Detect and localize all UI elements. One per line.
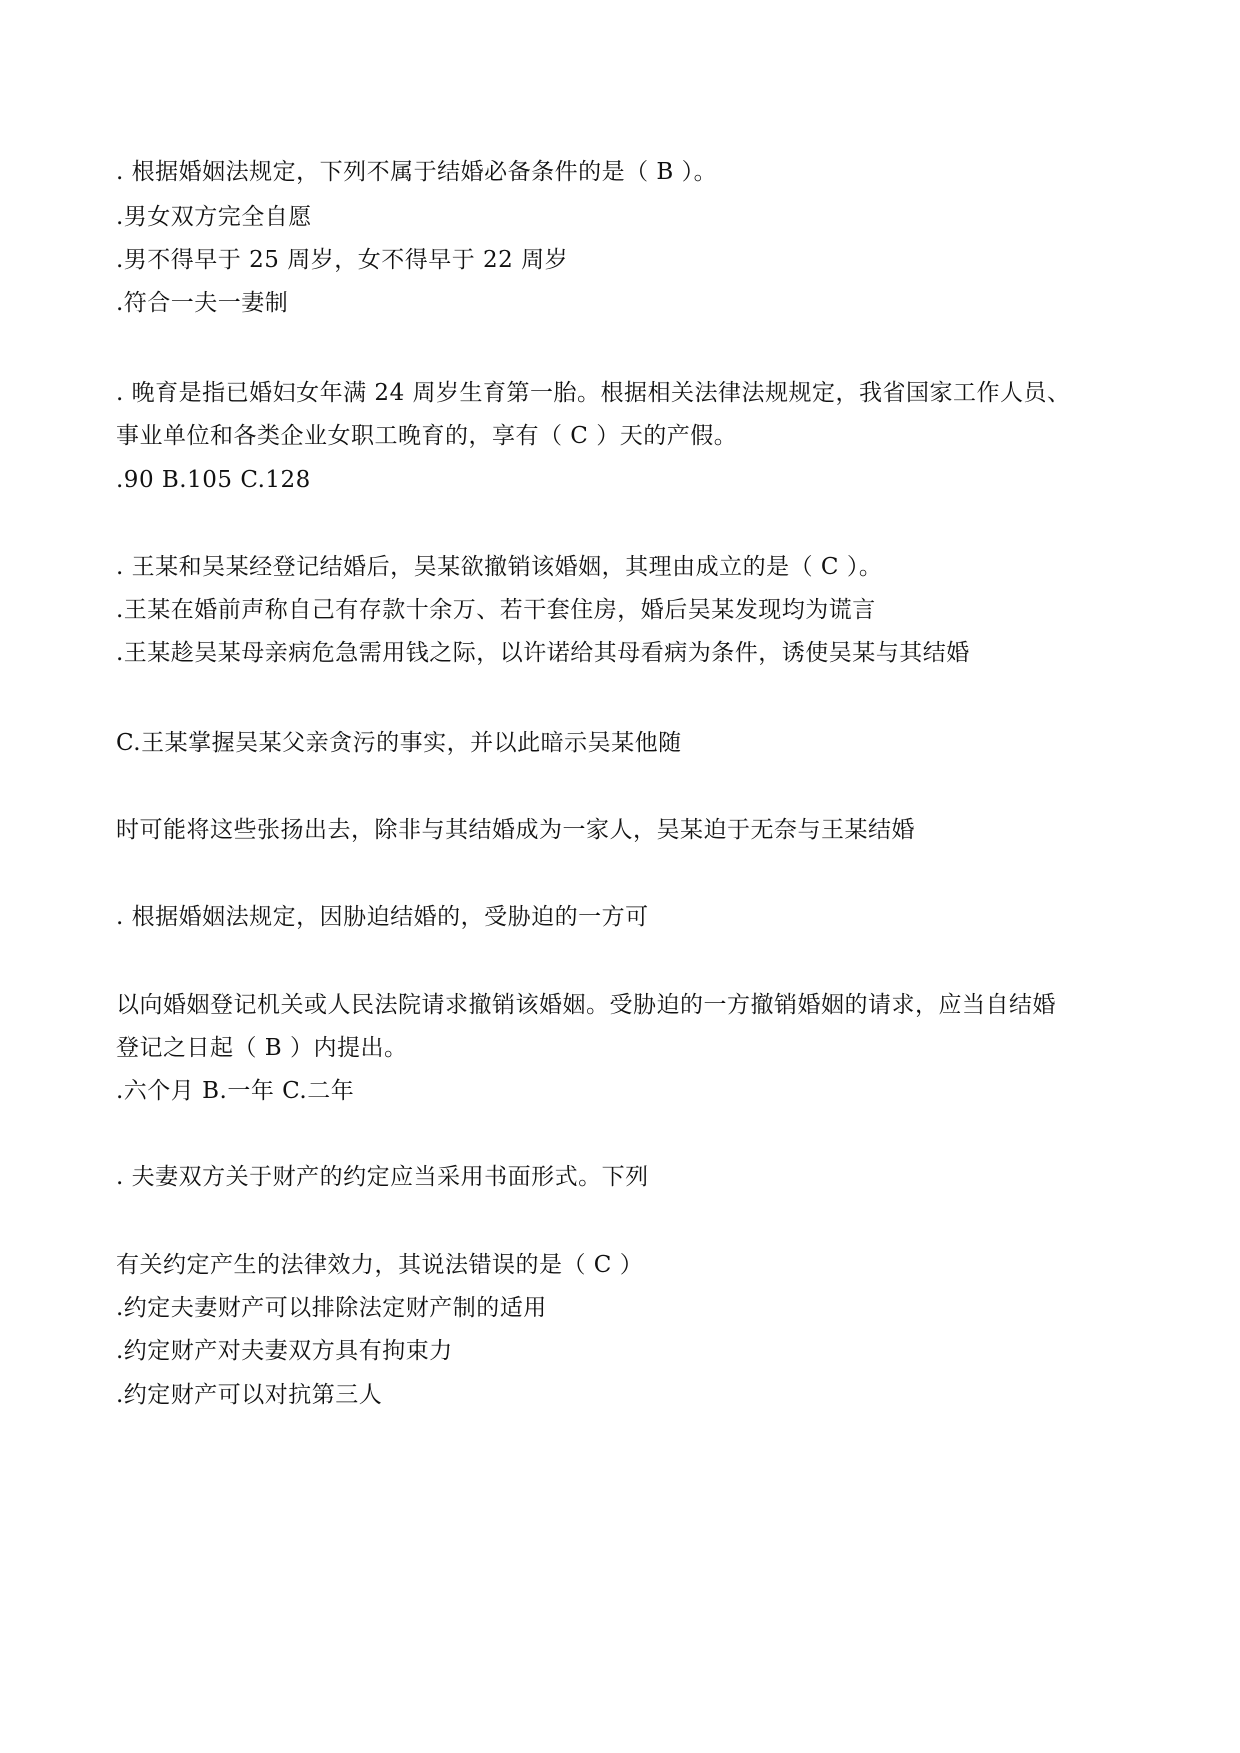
question-5-continued: 有关约定产生的法律效力，其说法错误的是（ C ）	[116, 1252, 644, 1278]
question-4-continued: 以向婚姻登记机关或人民法院请求撤销该婚姻。受胁迫的一方撤销婚姻的请求，应当自结婚	[116, 992, 1056, 1018]
question-3-option-a: .王某在婚前声称自己有存款十余万、若干套住房，婚后吴某发现均为谎言	[116, 597, 876, 623]
question-4-options: .六个月 B.一年 C.二年	[116, 1078, 355, 1104]
question-5: . 夫妻双方关于财产的约定应当采用书面形式。下列	[116, 1164, 649, 1190]
question-5-option-b: .约定财产对夫妻双方具有拘束力	[116, 1338, 453, 1364]
question-1-option-a: .男女双方完全自愿	[116, 204, 312, 230]
question-3: . 王某和吴某经登记结婚后，吴某欲撤销该婚姻，其理由成立的是（ C ）。	[116, 554, 883, 580]
question-3-option-c-continued: 时可能将这些张扬出去，除非与其结婚成为一家人，吴某迫于无奈与王某结婚	[116, 817, 915, 843]
question-2-options: .90 B.105 C.128	[116, 467, 311, 493]
question-4: . 根据婚姻法规定，因胁迫结婚的，受胁迫的一方可	[116, 904, 649, 930]
question-3-option-c: C.王某掌握吴某父亲贪污的事实，并以此暗示吴某他随	[116, 730, 682, 756]
question-2: . 晚育是指已婚妇女年满 24 周岁生育第一胎。根据相关法律法规规定，我省国家工作人员、	[116, 380, 1071, 406]
question-4-continued-2: 登记之日起（ B ）内提出。	[116, 1035, 408, 1061]
question-2-continued: 事业单位和各类企业女职工晚育的，享有（ C ）天的产假。	[116, 423, 738, 449]
question-5-option-a: .约定夫妻财产可以排除法定财产制的适用	[116, 1295, 547, 1321]
question-5-option-c: .约定财产可以对抗第三人	[116, 1382, 383, 1408]
question-3-option-b: .王某趁吴某母亲病危急需用钱之际，以许诺给其母看病为条件，诱使吴某与其结婚	[116, 640, 970, 666]
question-1: . 根据婚姻法规定，下列不属于结婚必备条件的是（ B ）。	[116, 159, 718, 185]
question-1-option-b: .男不得早于 25 周岁，女不得早于 22 周岁	[116, 247, 569, 273]
question-1-option-c: .符合一夫一妻制	[116, 290, 289, 316]
